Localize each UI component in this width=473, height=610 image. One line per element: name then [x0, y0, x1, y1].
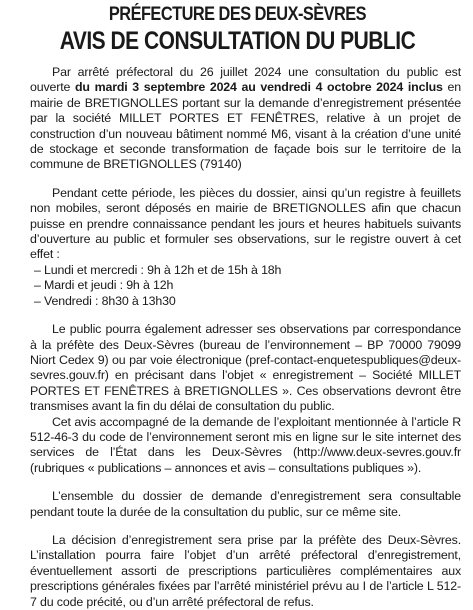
notice-body — [30, 65, 461, 610]
paragraph-observations: Le public pourra également adresser ses observations par correspondance à la préfète des Deux-Sèvres (bureau de l’environnement – BP 70000 79099 Niort Cedex 9) ou par voie électronique (pref-contact-enquetespubliques@deux-sevres.gouv.fr) en précisant dans l’objet « enregistrement – Société MILLET PORTES ET FENÊTRES à BRETIGNOLLES ». Ces observations devront être transmises avant la fin du délai de consultation du public. — [30, 322, 461, 414]
paragraph-consultation-dates — [30, 65, 461, 173]
opening-hours-item: – Vendredi : 8h30 à 13h30 — [34, 293, 176, 308]
prefecture-heading: PRÉFECTURE DES DEUX-SÈVRES — [108, 4, 367, 25]
paragraph-dossier-availability: Pendant cette période, les pièces du dossier, ainsi qu’un registre à feuillets non mobiles, seront déposés en mairie de BRETIGNOLLES afin que chacun puisse en prendre connaissance pendant les jours et heures habituels suivants d’ouverture au public et formuler ses observations, sur le registre ouvert à cet effet : — [30, 185, 461, 262]
paragraph-1-intro: Par arrêté préfectoral du 26 juillet 2024 une consultation du public est ouverte — [30, 65, 461, 95]
opening-hours-list — [30, 263, 461, 309]
paragraph-1-rest: en mairie de BRETIGNOLLES portant sur la demande d’enregistrement présentée par la société MILLET PORTES ET FENÊTRES, relative à un projet de construction d’un nouveau bâtiment nommé M6, visant à la création d’une unité de stockage et seconde transformation de façade bois sur le territoire de la commune de BRETIGNOLLES (79140) — [30, 80, 461, 172]
notice-title: AVIS DE CONSULTATION DU PUBLIC — [59, 27, 416, 55]
paragraph-dossier-online: L’ensemble du dossier de demande d’enregistrement sera consultable pendant toute la durée de la consultation du public, sur ce même site. — [30, 489, 461, 519]
paragraph-online-publication: Cet avis accompagné de la demande de l’exploitant mentionnée à l’article R 512-46-3 du code de l’environnement seront mis en ligne sur le site internet des services de l’État dans les Deux-Sèvres (http://www.deux-sevres.gouv.fr (rubriques « publications – annonces et avis – consultations publiques »). — [30, 414, 461, 475]
opening-hours-item: – Lundi et mercredi : 9h à 12h et de 15h à 18h — [34, 262, 282, 277]
paragraph-decision: La décision d’enregistrement sera prise par la préfète des Deux-Sèvres. L’installation pourra faire l’objet d’un arrêté préfectoral d’enregistrement, éventuellement assorti de prescriptions particulières complémentaires aux prescriptions générales fixées par l’arrêté ministériel prévu au I de l’article L 512-7 du code précité, ou d’un arrêté préfectoral de refus. — [30, 532, 461, 609]
opening-hours-item: – Mardi et jeudi : 9h à 12h — [34, 278, 174, 293]
consultation-period: du mardi 3 septembre 2024 au vendredi 4 octobre 2024 inclus — [75, 80, 443, 95]
